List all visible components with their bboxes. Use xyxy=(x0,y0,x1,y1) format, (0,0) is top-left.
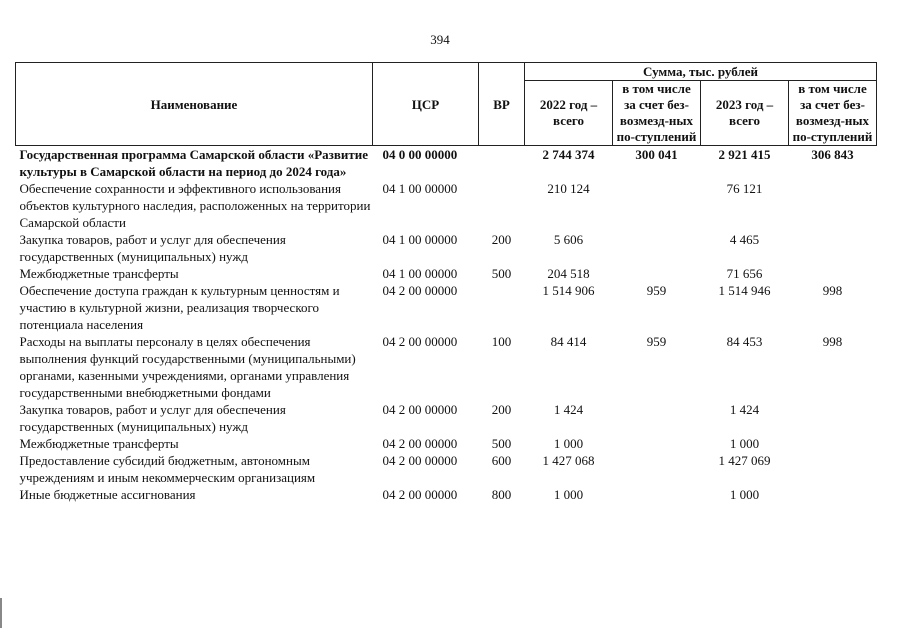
row-name: Иные бюджетные ассигнования xyxy=(19,487,196,502)
row-2022-total: 210 124 xyxy=(547,181,590,196)
row-2023-total: 4 465 xyxy=(729,232,760,247)
row-csr: 04 2 00 00000 xyxy=(382,334,458,349)
row-name: Обеспечение сохранности и эффективного использования объектов культурного наследия, расположенных на территории Самарской области xyxy=(19,181,371,230)
row-2022-total: 1 000 xyxy=(553,487,584,502)
header-vr: ВР xyxy=(479,63,525,146)
table-row xyxy=(16,333,877,401)
header-2023-total: 2023 год – всего xyxy=(701,81,789,146)
row-vr xyxy=(479,146,525,181)
row-csr: 04 2 00 00000 xyxy=(382,283,458,298)
row-2023-gratuitous: 306 843 xyxy=(811,147,854,162)
row-name: Государственная программа Самарской области «Развитие культуры в Самарской области на период до 2024 года» xyxy=(19,147,369,179)
row-csr: 04 1 00 00000 xyxy=(382,232,458,247)
table-row xyxy=(16,282,877,333)
row-2022-gratuitous: 300 041 xyxy=(635,147,678,162)
table-header xyxy=(16,63,877,146)
row-2022-gratuitous: 959 xyxy=(646,283,667,298)
row-csr: 04 0 00 00000 xyxy=(382,147,458,162)
table-row xyxy=(16,265,877,282)
row-name: Закупка товаров, работ и услуг для обеспечения государственных (муниципальных) нужд xyxy=(19,402,286,434)
row-2023-gratuitous xyxy=(789,401,877,435)
row-vr: 500 xyxy=(491,436,512,451)
table-row xyxy=(16,180,877,231)
row-2023-total: 1 000 xyxy=(729,487,760,502)
row-vr xyxy=(479,282,525,333)
row-2023-gratuitous xyxy=(789,265,877,282)
row-2022-total: 84 414 xyxy=(550,334,587,349)
row-2022-total: 1 424 xyxy=(553,402,584,417)
row-2023-gratuitous: 998 xyxy=(822,334,843,349)
page-number: 394 xyxy=(430,32,450,47)
row-2023-gratuitous xyxy=(789,231,877,265)
header-csr: ЦСР xyxy=(373,63,479,146)
table-row xyxy=(16,452,877,486)
row-csr: 04 2 00 00000 xyxy=(382,436,458,451)
row-csr: 04 1 00 00000 xyxy=(382,181,458,196)
row-vr: 200 xyxy=(491,232,512,247)
row-2022-gratuitous xyxy=(613,180,701,231)
row-2023-total: 71 656 xyxy=(726,266,763,281)
table-row xyxy=(16,401,877,435)
row-name: Закупка товаров, работ и услуг для обеспечения государственных (муниципальных) нужд xyxy=(19,232,286,264)
header-2022-total: 2022 год – всего xyxy=(525,81,613,146)
row-2023-total: 1 424 xyxy=(729,402,760,417)
table-row xyxy=(16,486,877,503)
row-name: Расходы на выплаты персоналу в целях обеспечения выполнения функций государственными (муниципальными) органами, казенными учреждениями, органами управления государственными внебюджетными фондами xyxy=(19,334,356,400)
row-vr: 100 xyxy=(491,334,512,349)
row-2022-gratuitous xyxy=(613,486,701,503)
row-2022-gratuitous xyxy=(613,265,701,282)
row-2023-gratuitous xyxy=(789,452,877,486)
row-2022-total: 1 427 068 xyxy=(542,453,595,468)
table-body xyxy=(16,146,877,504)
row-2022-total: 204 518 xyxy=(547,266,590,281)
row-vr: 200 xyxy=(491,402,512,417)
row-name: Межбюджетные трансферты xyxy=(19,436,179,451)
row-csr: 04 2 00 00000 xyxy=(382,453,458,468)
header-sum-group: Сумма, тыс. рублей xyxy=(525,63,877,81)
row-2023-total: 1 000 xyxy=(729,436,760,451)
row-2023-gratuitous: 998 xyxy=(822,283,843,298)
scan-edge-mark xyxy=(0,598,2,628)
row-2023-total: 76 121 xyxy=(726,181,763,196)
row-csr: 04 1 00 00000 xyxy=(382,266,458,281)
row-2023-total: 84 453 xyxy=(726,334,763,349)
row-2022-gratuitous xyxy=(613,435,701,452)
row-csr: 04 2 00 00000 xyxy=(382,402,458,417)
row-name: Предоставление субсидий бюджетным, автономным учреждениям и иным некоммерческим организациям xyxy=(19,453,316,485)
row-2023-gratuitous xyxy=(789,486,877,503)
budget-table xyxy=(15,62,877,503)
row-vr: 500 xyxy=(491,266,512,281)
row-2022-gratuitous xyxy=(613,231,701,265)
row-name: Обеспечение доступа граждан к культурным ценностям и участию в культурной жизни, реализация творческого потенциала населения xyxy=(19,283,340,332)
header-name: Наименование xyxy=(16,63,373,146)
table-row xyxy=(16,146,877,181)
header-2023-gratuitous: в том числе за счет без-возмезд-ных по-ступлений xyxy=(789,81,877,146)
row-2023-total: 2 921 415 xyxy=(718,147,771,162)
table-row xyxy=(16,231,877,265)
row-vr: 600 xyxy=(491,453,512,468)
row-2022-total: 2 744 374 xyxy=(542,147,595,162)
row-2022-gratuitous xyxy=(613,401,701,435)
row-name: Межбюджетные трансферты xyxy=(19,266,179,281)
row-vr: 800 xyxy=(491,487,512,502)
row-2022-total: 1 514 906 xyxy=(542,283,595,298)
row-2022-total: 1 000 xyxy=(553,436,584,451)
header-2022-gratuitous: в том числе за счет без-возмезд-ных по-ступлений xyxy=(613,81,701,146)
row-2022-gratuitous: 959 xyxy=(646,334,667,349)
row-2023-total: 1 427 069 xyxy=(718,453,771,468)
row-2022-gratuitous xyxy=(613,452,701,486)
row-2023-total: 1 514 946 xyxy=(718,283,771,298)
row-vr xyxy=(479,180,525,231)
row-csr: 04 2 00 00000 xyxy=(382,487,458,502)
row-2023-gratuitous xyxy=(789,435,877,452)
table-row xyxy=(16,435,877,452)
row-2022-total: 5 606 xyxy=(553,232,584,247)
row-2023-gratuitous xyxy=(789,180,877,231)
